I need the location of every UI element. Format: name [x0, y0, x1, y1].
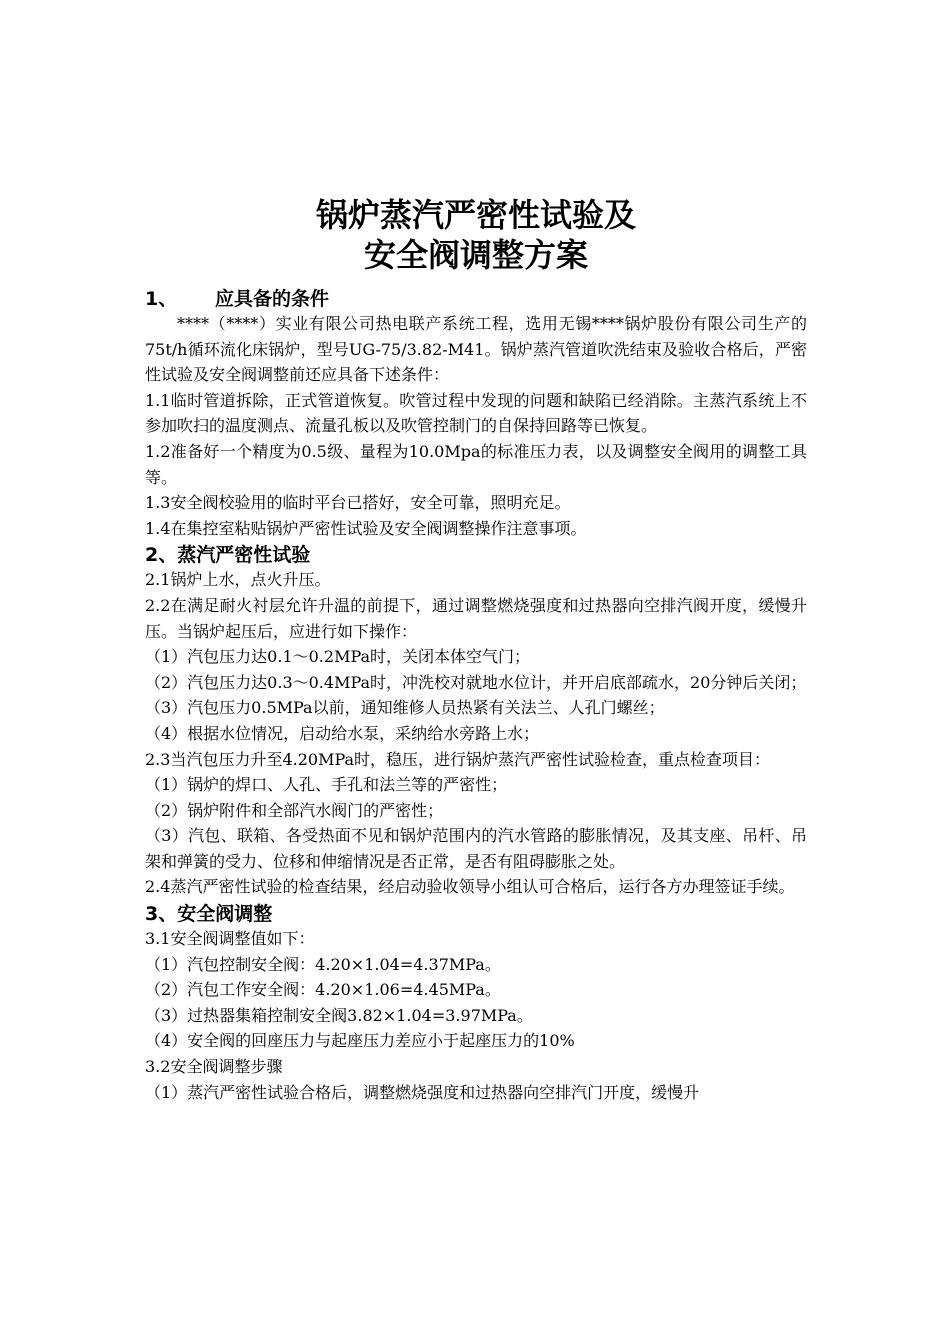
section2-item: （4）根据水位情况，启动给水泵，采纳给水旁路上水； — [145, 723, 540, 743]
section1-item: 1.4在集控室粘贴锅炉严密性试验及安全阀调整操作注意事项。 — [145, 518, 587, 538]
document-title-line1: 锅炉蒸汽严密性试验及 — [315, 196, 636, 234]
section3-item: （3）过热器集箱控制安全阀3.82×1.04=3.97MPa。 — [145, 1005, 533, 1025]
section1-heading-text: 应具备的条件 — [215, 288, 330, 310]
section3-item: （1）汽包控制安全阀：4.20×1.04=4.37MPa。 — [145, 954, 501, 974]
section1-item: 1.2准备好一个精度为0.5级、量程为10.0Mpa的标准压力表，以及调整安全阀用的调整工具等。 — [145, 441, 807, 487]
section3-item: （2）汽包工作安全阀：4.20×1.06=4.45MPa。 — [145, 980, 501, 1000]
section2-item: （3）汽包、联箱、各受热面不见和锅炉范围内的汽水管路的膨胀情况，及其支座、吊杆、吊架和弹簧的受力、位移和伸缩情况是否正常，是否有阻碍膨胀之处。 — [145, 826, 807, 871]
document-title-line2: 安全阀调整方案 — [363, 236, 588, 274]
section3-heading: 3、安全阀调整 — [145, 903, 273, 926]
section2-heading: 2、蒸汽严密性试验 — [145, 544, 311, 567]
section2-item: 2.2在满足耐火衬层允许升温的前提下，通过调整燃烧强度和过热器向空排汽阀开度，缓慢升压。当锅炉起压后，应进行如下操作： — [145, 595, 807, 641]
section1-item: 1.1临时管道拆除，正式管道恢复。吹管过程中发现的问题和缺陷已经消除。主蒸汽系统上不参加吹扫的温度测点、流量孔板以及吹管控制门的自保持回路等已恢复。 — [145, 390, 807, 436]
section3-item: （4）安全阀的回座压力与起座压力差应小于起座压力的10% — [145, 1031, 575, 1051]
section1-heading — [145, 287, 807, 311]
section2-item: （1）锅炉的焊口、人孔、手孔和法兰等的严密性； — [145, 775, 508, 795]
section2-item: （2）锅炉附件和全部汽水阀门的严密性； — [145, 800, 444, 820]
section2-item: （2）汽包压力达0.3～0.4MPa时，冲洗校对就地水位计，并开启底部疏水，20分钟后关闭； — [145, 672, 807, 692]
section2-item: （1）汽包压力达0.1～0.2MPa时，关闭本体空气门； — [145, 647, 531, 667]
section2-item: 2.4蒸汽严密性试验的检查结果，经启动验收领导小组认可合格后，运行各方办理签证手续。 — [145, 877, 795, 897]
document-body — [145, 195, 807, 1105]
section1-intro: ****（****）实业有限公司热电联产系统工程，选用无锡****锅炉股份有限公司生产的75t/h循环流化床锅炉，型号UG-75/3.82-M41。锅炉蒸汽管道吹洗结束及验收合格后，严密性试验及安全阀调整前还应具备下述条件： — [145, 314, 807, 385]
section3-item: （1）蒸汽严密性试验合格后，调整燃烧强度和过热器向空排汽门开度，缓慢升 — [145, 1082, 700, 1102]
section2-item: 2.1锅炉上水，点火升压。 — [145, 570, 331, 590]
section1-number: 1、 — [145, 288, 178, 310]
section2-item: 2.3当汽包压力升至4.20MPa时，稳压，进行锅炉蒸汽严密性试验检查，重点检查项目： — [145, 749, 771, 769]
section1-item: 1.3安全阀校验用的临时平台已搭好，安全可靠，照明充足。 — [145, 493, 571, 513]
section3-item: 3.2安全阀调整步骤 — [145, 1057, 283, 1077]
section2-item: （3）汽包压力0.5MPa以前，通知维修人员热紧有关法兰、人孔门螺丝； — [145, 698, 665, 718]
section3-item: 3.1安全阀调整值如下： — [145, 929, 315, 949]
